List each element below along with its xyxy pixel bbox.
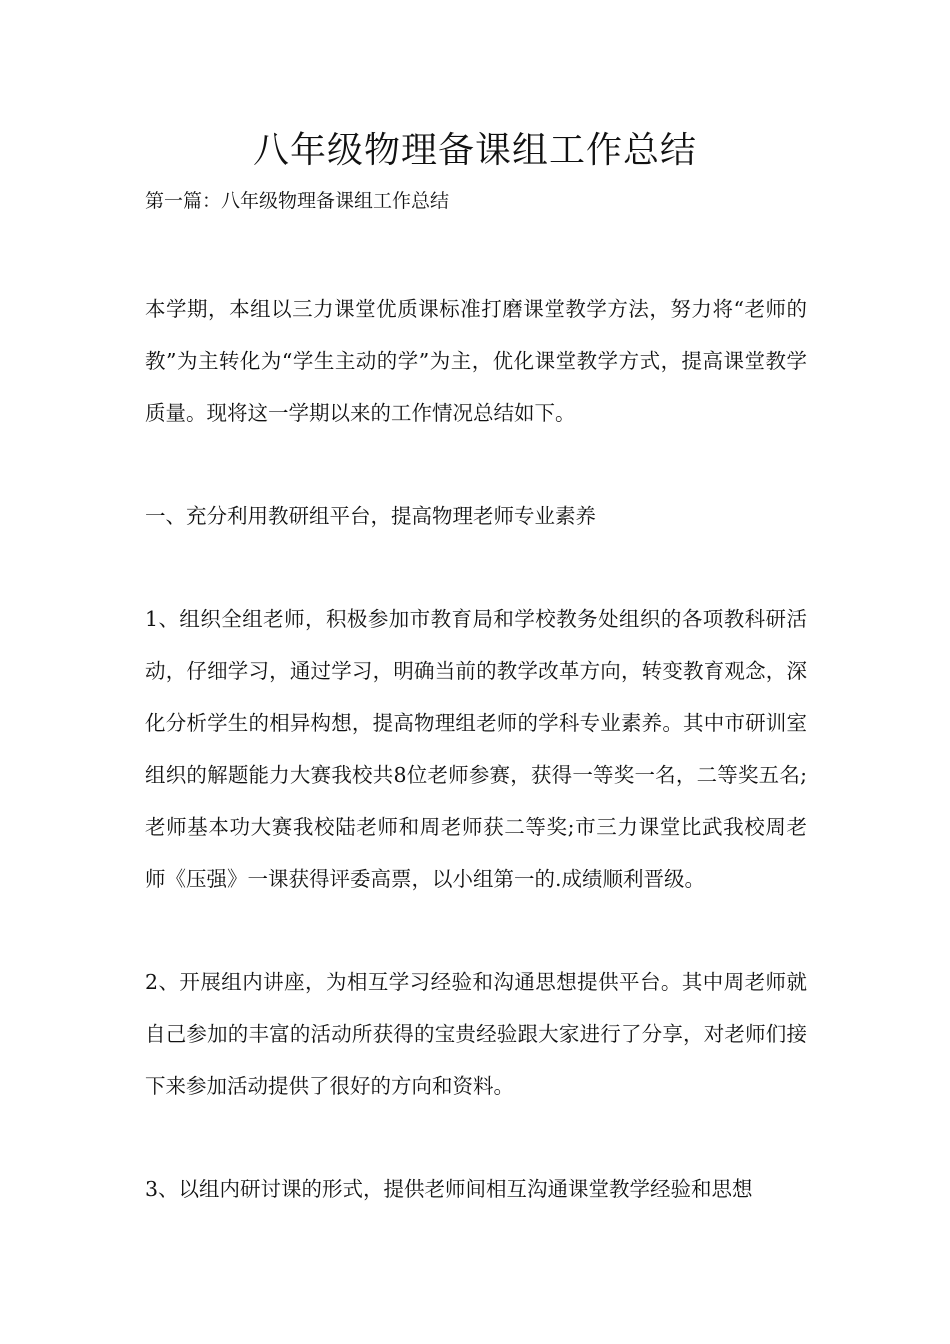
document-subtitle: 第一篇：八年级物理备课组工作总结 bbox=[145, 190, 450, 212]
body-paragraph: 3、以组内研讨课的形式，提供老师间相互沟通课堂教学经验和思想 bbox=[145, 1177, 753, 1201]
section-heading: 一、充分利用教研组平台，提高物理老师专业素养 bbox=[145, 504, 596, 528]
document-body bbox=[145, 283, 807, 1215]
intro-paragraph: 本学期，本组以三力课堂优质课标准打磨课堂教学方法，努力将“老师的教”为主转化为“学生主动的学”为主，优化课堂教学方式，提高课堂教学质量。现将这一学期以来的工作情况总结如下。 bbox=[145, 297, 807, 425]
document-title: 八年级物理备课组工作总结 bbox=[252, 130, 697, 171]
body-paragraph: 2、开展组内讲座，为相互学习经验和沟通思想提供平台。其中周老师就自己参加的丰富的活动所获得的宝贵经验跟大家进行了分享，对老师们接下来参加活动提供了很好的方向和资料。 bbox=[145, 970, 807, 1098]
body-paragraph: 1、组织全组老师，积极参加市教育局和学校教务处组织的各项教科研活动，仔细学习，通过学习，明确当前的教学改革方向，转变教育观念，深化分析学生的相异构想，提高物理组老师的学科专业素养。其中市研训室组织的解题能力大赛我校共8位老师参赛，获得一等奖一名，二等奖五名;老师基本功大赛我校陆老师和周老师获二等奖;市三力课堂比武我校周老师《压强》一课获得评委高票，以小组第一的.成绩顺利晋级。 bbox=[145, 607, 807, 891]
